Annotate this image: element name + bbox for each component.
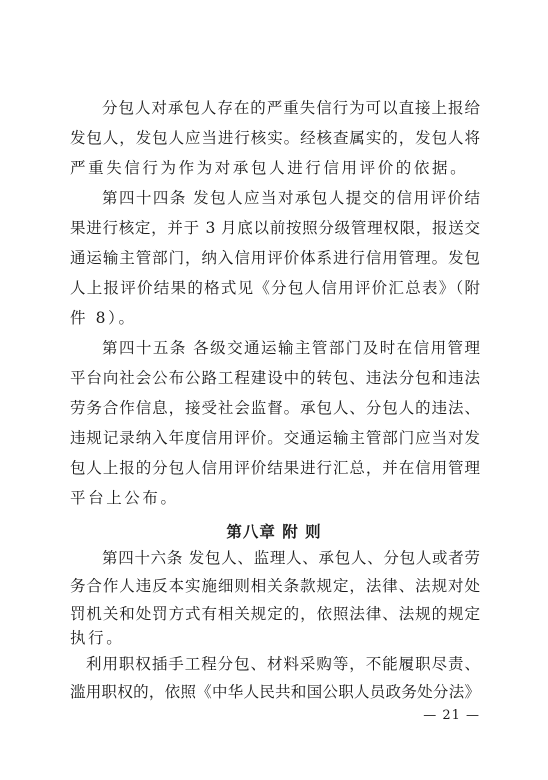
- article-44-line-2: 果进行核定，并于 3 月底以前按照分级管理权限，报送交: [70, 219, 480, 237]
- paragraph-1-line-2: 发包人，发包人应当进行核实。经核查属实的，发包人将: [70, 129, 480, 147]
- last-paragraph-line-1: 利用职权插手工程分包、材料采购等，不能履职尽责、: [86, 655, 480, 673]
- article-45-line-4: 违规记录纳入年度信用评价。交通运输主管部门应当对发: [70, 429, 480, 447]
- article-44-line-5: 件 8）。: [70, 309, 137, 327]
- article-45-line-3: 劳务合作信息，接受社会监督。承包人、分包人的违法、: [70, 399, 480, 417]
- article-46-line-1: 第四十六条 发包人、监理人、承包人、分包人或者劳: [102, 549, 480, 567]
- article-45-line-6: 平台上公布。: [70, 489, 179, 507]
- article-46-line-3: 罚机关和处罚方式有相关规定的，依照法律、法规的规定: [70, 605, 480, 623]
- article-44-line-4: 人上报评价结果的格式见《分包人信用评价汇总表》（附: [70, 279, 480, 297]
- paragraph-1-line-3: 严重失信行为作为对承包人进行信用评价的依据。: [70, 159, 469, 177]
- article-44-line-1: 第四十四条 发包人应当对承包人提交的信用评价结: [102, 189, 480, 207]
- article-46-line-2: 务合作人违反本实施细则相关条款规定，法律、法规对处: [70, 577, 480, 595]
- article-45-line-2: 平台向社会公布公路工程建设中的转包、违法分包和违法: [70, 369, 480, 387]
- article-46-line-4: 执行。: [70, 629, 125, 647]
- page-number: — 21 —: [423, 708, 480, 723]
- chapter-heading: 第八章 附 则: [226, 523, 322, 541]
- article-45-line-1: 第四十五条 各级交通运输主管部门及时在信用管理: [102, 339, 480, 357]
- last-paragraph-line-2: 滥用职权的，依照《中华人民共和国公职人员政务处分法》: [70, 683, 480, 701]
- article-44-line-3: 通运输主管部门，纳入信用评价体系进行信用管理。发包: [70, 249, 480, 267]
- article-45-line-5: 包人上报的分包人信用评价结果进行汇总，并在信用管理: [70, 459, 480, 477]
- paragraph-1-line-1: 分包人对承包人存在的严重失信行为可以直接上报给: [102, 99, 480, 117]
